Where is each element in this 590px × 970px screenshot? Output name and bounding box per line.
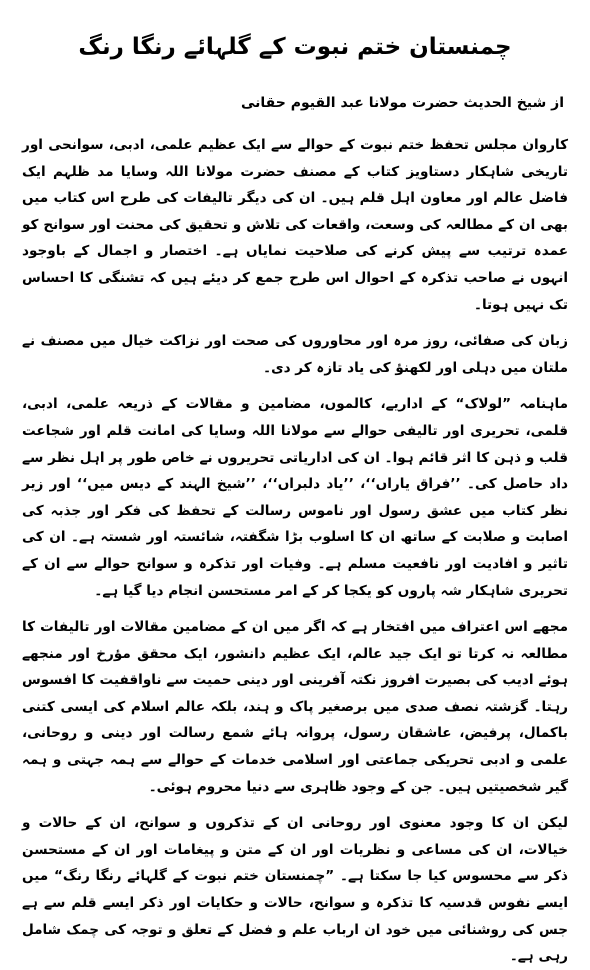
document-body — [22, 132, 568, 970]
author-line: از شیخ الحدیث حضرت مولانا عبد القیوم حقانی — [241, 95, 564, 111]
paragraph: کاروان مجلس تحفظ ختم نبوت کے حوالے سے ایک عظیم علمی، ادبی، سوانحی اور تاریخی شاہکار دستاویز کتاب کے مصنف حضرت مولانا اللہ وسایا مد ظلہم ایک فاضل عالم اور معاون اہل قلم ہیں۔ ان کی دیگر تالیفات کی طرح اس کتاب میں بھی ان کے مطالعہ کی وسعت، واقعات کی تلاش و تحقیق کی محنت اور سوانح کو عمدہ ترتیب سے پیش کرنے کی صلاحیت نمایاں ہے۔ اختصار و اجمال کے باوجود انہوں نے صاحب تذکرہ کے احوال اس طرح جمع کر دیئے ہیں کہ تشنگی کا احساس تک نہیں ہوتا۔ — [22, 137, 568, 313]
paragraph: لیکن ان کا وجود معنوی اور روحانی ان کے تذکروں و سوانح، ان کے حالات و خیالات، ان کی مساعی و نظریات اور ان کے متن و پیغامات اور ان کے مستحسن ذکر سے محسوس کیا جا سکتا ہے۔ ”چمنستان ختم نبوت کے گلہائے رنگا رنگ“ میں ایسے نفوس قدسیہ کا تذکرہ و سوانح، حالات و حکایات اور ذکر ایسے قلم سے ہے جس کی روشنائی میں خود ان ارباب علم و فضل کے تعلق و توجہ کی چمک شامل رہی ہے۔ — [22, 815, 568, 965]
paragraph: مجھے اس اعتراف میں افتخار ہے کہ اگر میں ان کے مضامین مقالات اور تالیفات کا مطالعہ نہ کرتا تو ایک جید عالم، ایک عظیم دانشور، ایک محقق مؤرخ اور منجھے ہوئے ادیب کی بصیرت افروز نکتہ آفرینی اور دینی حمیت سے ناواقفیت کا افسوس رہتا۔ گزشتہ نصف صدی میں برصغیر پاک و ہند، بلکہ عالم اسلام کی ایسی کتنی باکمال، پرفیض، عاشقان رسول، پروانہ ہائے شمع رسالت اور دینی و روحانی، علمی و ادبی تحریکی جماعتی اور اسلامی خدمات کے حوالے سے ہمہ جہتی و ہمہ گیر شخصیتیں ہیں۔ جن کے وجود ظاہری سے دنیا محروم ہوئی۔ — [22, 619, 568, 795]
paragraph: زبان کی صفائی، روز مرہ اور محاوروں کی صحت اور نزاکت خیال میں مصنف نے ملتان میں دہلی اور لکھنؤ کی یاد تازہ کر دی۔ — [22, 333, 568, 376]
document-title: چمنستان ختم نبوت کے گلہائے رنگا رنگ — [78, 34, 512, 60]
paragraph: ماہنامہ ”لولاک“ کے اداریے، کالموں، مضامین و مقالات کے ذریعہ علمی، ادبی، قلمی، تحریری اور تالیفی حوالے سے مولانا اللہ وسایا کی امانت قلم اور شجاعت قلب و ذہن کا اثر قائم ہوا۔ ان کی اداریاتی تحریروں نے خاص طور پر اہل نظر سے داد حاصل کی۔ ’’فراق یاراں‘‘، ’’یاد دلبراں‘‘، ’’شیخ الہند کے دیس میں‘‘ اور زیر نظر کتاب میں عشق رسول اور ناموس رسالت کے تحفظ کی فکر اور جذبہ کی اصابت و صلابت کے ساتھ ان کا اسلوب بڑا شگفتہ، شائستہ اور شستہ ہے۔ ان کی تاثیر و افادیت اور نافعیت مسلم ہے۔ وفیات اور تذکرہ و سوانح حوالے سے ان کے تحریری شاہکار شہ پاروں کو یکجا کر کے امر مستحسن انجام دیا گیا ہے۔ — [22, 396, 568, 599]
